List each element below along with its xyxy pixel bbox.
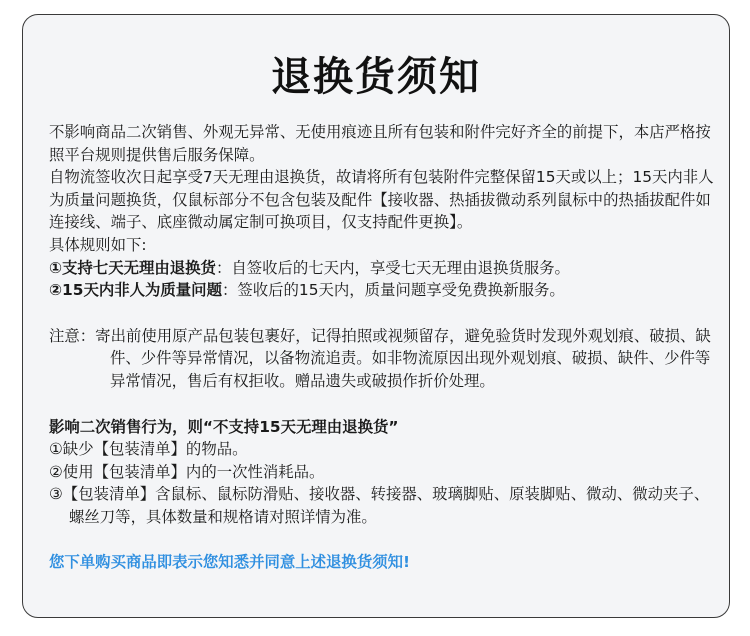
- rule-item-fifteen-day: [49, 279, 714, 302]
- rules-heading: 具体规则如下:: [49, 235, 147, 254]
- list-item: ③【包装清单】含鼠标、鼠标防滑贴、接收器、转接器、玻璃脚贴、原装脚贴、微动、微动夹子、螺丝刀等，具体数量和规格请对照详情为准。: [49, 485, 710, 526]
- list-item: ②使用【包装清单】内的一次性消耗品。: [49, 462, 325, 481]
- page-title: 退换货须知: [271, 54, 481, 100]
- spacer: [49, 393, 714, 416]
- intro-paragraph: 不影响商品二次销售、外观无异常、无使用痕迹且所有包装和附件完好齐全的前提下，本店严格按照平台规则提供售后服务保障。: [49, 123, 711, 164]
- notice-card: [22, 14, 730, 618]
- list-item: ①缺少【包装清单】的物品。: [49, 440, 248, 459]
- rule-label-fifteen-day: ②15天内非人为质量问题: [49, 281, 222, 300]
- secondary-sale-heading: 影响二次销售行为，则“不支持15天无理由退换货”: [49, 417, 399, 436]
- return-policy-paragraph: 自物流签收次日起享受7天无理由退换货，故请将所有包装附件完整保留15天或以上；15天内非人为质量问题换货，仅鼠标部分不包含包装及配件【接收器、热插拔微动系列鼠标中的热插拔配件如连接线、端子、底座微动属定制可换项目，仅支持配件更换】。: [49, 168, 714, 232]
- notice-content: [49, 121, 714, 573]
- rule-text-fifteen-day: ：签收后的15天内，质量问题享受免费换新服务。: [221, 281, 565, 300]
- spacer: [49, 302, 714, 325]
- rule-text-seven-day: ：自签收后的七天内，享受七天无理由退换货服务。: [215, 258, 570, 277]
- notice-paragraph: 注意：寄出前使用原产品包装包裹好，记得拍照或视频留存，避免验货时发现外观划痕、破损、缺件、少件等异常情况，以备物流追责。如非物流原因出现外观划痕、破损、缺件、少件等异常情况，售后有权拒收。赠品遗失或破损作折价处理。: [49, 326, 711, 390]
- spacer: [49, 529, 714, 551]
- rule-label-seven-day: ①支持七天无理由退换货: [49, 258, 216, 277]
- closing-statement: 您下单购买商品即表示您知悉并同意上述退换货须知!: [49, 552, 411, 571]
- rule-item-seven-day: [49, 257, 714, 280]
